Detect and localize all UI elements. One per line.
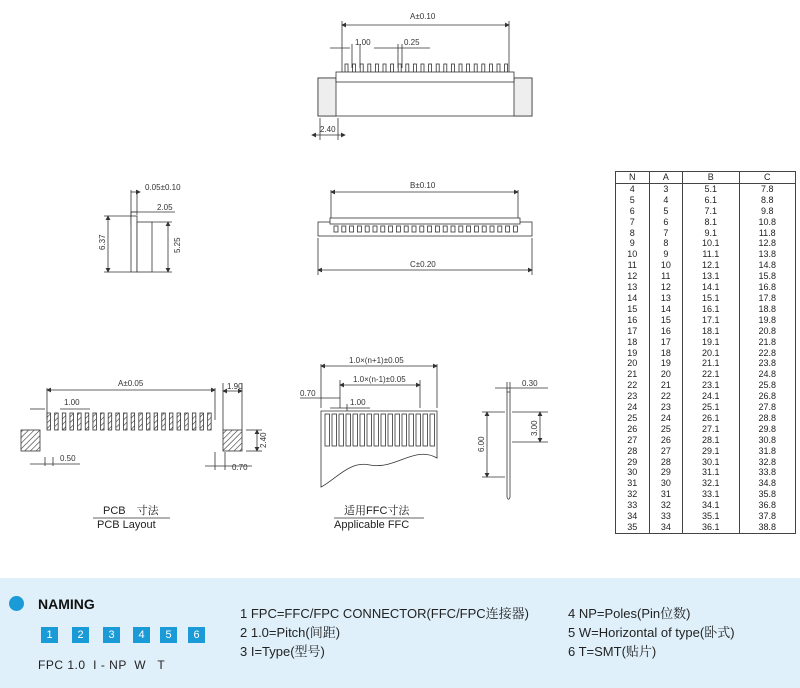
dim-top-side: 2.40 — [320, 125, 336, 134]
table-row — [616, 457, 796, 468]
dim-thick-len: 3.00 — [530, 420, 539, 436]
table-row — [616, 271, 796, 282]
front-pin — [443, 226, 447, 232]
pcb-pad — [146, 413, 150, 430]
ffc-drawing — [300, 364, 437, 518]
pcb-pad — [101, 413, 105, 430]
table-cell: 8 — [649, 238, 683, 249]
ffc-trace — [367, 414, 372, 446]
pcb-pad — [192, 413, 196, 430]
table-row — [616, 315, 796, 326]
table-cell: 27.1 — [683, 424, 739, 435]
table-cell: 34.8 — [739, 478, 795, 489]
table-cell: 36.8 — [739, 500, 795, 511]
table-cell: 30 — [616, 467, 650, 478]
table-cell: 9.1 — [683, 228, 739, 239]
legend-item-5: 5 W=Horizontal of type(卧式) — [568, 625, 735, 640]
front-pin — [513, 226, 517, 232]
front-pin — [334, 226, 338, 232]
ffc-trace — [395, 414, 400, 446]
table-cell: 14.8 — [739, 260, 795, 271]
caption-ffc-en: Applicable FFC — [334, 519, 410, 531]
table-cell: 33.8 — [739, 467, 795, 478]
table-row — [616, 391, 796, 402]
dim-front-c: C±0.20 — [410, 260, 436, 269]
table-cell: 8.8 — [739, 195, 795, 206]
table-cell: 8.1 — [683, 217, 739, 228]
ffc-trace — [423, 414, 428, 446]
table-cell: 24 — [616, 402, 650, 413]
table-row — [616, 293, 796, 304]
front-pin — [381, 226, 385, 232]
dim-side-inner: 5.25 — [173, 237, 182, 253]
table-cell: 36.1 — [683, 522, 739, 533]
legend-item-4: 4 NP=Poles(Pin位数) — [568, 606, 691, 621]
table-header-cell: C — [739, 172, 795, 184]
dim-thick-total: 6.00 — [477, 436, 486, 452]
front-pin — [365, 226, 369, 232]
table-cell: 31 — [616, 478, 650, 489]
front-pin — [474, 226, 478, 232]
table-row — [616, 511, 796, 522]
table-header-cell: A — [649, 172, 683, 184]
dim-pcb-right-b: 0.70 — [232, 463, 248, 472]
table-row — [616, 195, 796, 206]
dim-front-b: B±0.10 — [410, 181, 436, 190]
table-cell: 13 — [616, 282, 650, 293]
table-cell: 25 — [616, 413, 650, 424]
table-cell: 19 — [616, 348, 650, 359]
table-cell: 20.8 — [739, 326, 795, 337]
table-row — [616, 228, 796, 239]
table-cell: 12.1 — [683, 260, 739, 271]
front-pin — [490, 226, 494, 232]
table-row — [616, 413, 796, 424]
table-cell: 19.1 — [683, 337, 739, 348]
dim-ffc-edge: 0.70 — [300, 389, 316, 398]
legend-item-6: 6 T=SMT(贴片) — [568, 644, 657, 659]
table-row — [616, 446, 796, 457]
table-cell: 32.1 — [683, 478, 739, 489]
table-cell: 31.8 — [739, 446, 795, 457]
ffc-thickness — [482, 382, 548, 499]
table-cell: 19 — [649, 358, 683, 369]
table-cell: 17.1 — [683, 315, 739, 326]
part-code: FPC 1.0 I - NP W T — [38, 658, 166, 672]
table-cell: 15.8 — [739, 271, 795, 282]
dimension-table — [615, 171, 796, 534]
table-cell: 17 — [616, 326, 650, 337]
table-cell: 15.1 — [683, 293, 739, 304]
table-cell: 26 — [649, 435, 683, 446]
table-cell: 29 — [649, 467, 683, 478]
table-cell: 10 — [616, 249, 650, 260]
table-header-cell: N — [616, 172, 650, 184]
front-pin — [428, 226, 432, 232]
table-row — [616, 358, 796, 369]
legend-item-1: 1 FPC=FFC/FPC CONNECTOR(FFC/FPC连接器) — [240, 606, 530, 621]
dim-side-height: 6.37 — [98, 234, 107, 250]
table-cell: 24 — [649, 413, 683, 424]
table-cell: 29 — [616, 457, 650, 468]
pcb-pad — [108, 413, 112, 430]
dim-ffc-outer: 1.0×(n+1)±0.05 — [349, 356, 404, 365]
front-pin — [350, 226, 354, 232]
front-pin — [467, 226, 471, 232]
table-cell: 19.8 — [739, 315, 795, 326]
pcb-pad — [78, 413, 82, 430]
table-row — [616, 435, 796, 446]
table-cell: 29.8 — [739, 424, 795, 435]
table-cell: 18 — [616, 337, 650, 348]
table-cell: 12 — [649, 282, 683, 293]
table-cell: 17 — [649, 337, 683, 348]
pcb-pad — [124, 413, 128, 430]
ffc-trace — [339, 414, 344, 446]
table-cell: 28.8 — [739, 413, 795, 424]
table-cell: 7.1 — [683, 206, 739, 217]
dim-pcb-right-h: 2.40 — [259, 432, 268, 448]
table-cell: 16.1 — [683, 304, 739, 315]
table-cell: 12.8 — [739, 238, 795, 249]
table-cell: 20 — [649, 369, 683, 380]
table-cell: 22.1 — [683, 369, 739, 380]
table-row — [616, 260, 796, 271]
table-cell: 17.8 — [739, 293, 795, 304]
pcb-pad — [70, 413, 74, 430]
table-cell: 5.1 — [683, 183, 739, 194]
pcb-pad — [131, 413, 135, 430]
table-cell: 15 — [649, 315, 683, 326]
front-pin — [396, 226, 400, 232]
table-cell: 23 — [649, 402, 683, 413]
table-cell: 21 — [616, 369, 650, 380]
table-cell: 30 — [649, 478, 683, 489]
table-cell: 14.1 — [683, 282, 739, 293]
table-row — [616, 282, 796, 293]
table-cell: 18.8 — [739, 304, 795, 315]
table-cell: 10.8 — [739, 217, 795, 228]
pcb-pad — [93, 413, 97, 430]
table-cell: 25 — [649, 424, 683, 435]
table-row — [616, 402, 796, 413]
table-cell: 25.8 — [739, 380, 795, 391]
pcb-pad — [169, 413, 173, 430]
dim-pcb-pitch: 1.00 — [64, 398, 80, 407]
ffc-trace — [325, 414, 330, 446]
top-view — [312, 21, 532, 140]
front-pin — [506, 226, 510, 232]
table-cell: 27 — [649, 446, 683, 457]
table-cell: 20 — [616, 358, 650, 369]
dim-side-offset: 0.05±0.10 — [145, 183, 181, 192]
table-cell: 11.1 — [683, 249, 739, 260]
table-cell: 6.1 — [683, 195, 739, 206]
table-cell: 5 — [649, 206, 683, 217]
table-cell: 22 — [649, 391, 683, 402]
table-cell: 32.8 — [739, 457, 795, 468]
naming-box-1: 1 — [41, 627, 58, 643]
table-cell: 31.1 — [683, 467, 739, 478]
table-cell: 18.1 — [683, 326, 739, 337]
table-cell: 13.1 — [683, 271, 739, 282]
table-cell: 9 — [616, 238, 650, 249]
table-cell: 27 — [616, 435, 650, 446]
ffc-trace — [402, 414, 407, 446]
table-cell: 21 — [649, 380, 683, 391]
table-row — [616, 326, 796, 337]
dim-ffc-pitch: 1.00 — [350, 398, 366, 407]
table-cell: 28 — [649, 457, 683, 468]
table-cell: 11.8 — [739, 228, 795, 239]
dim-top-pitch: 1.00 — [355, 38, 371, 47]
naming-box-2: 2 — [72, 627, 89, 643]
table-cell: 14 — [616, 293, 650, 304]
pcb-pad — [116, 413, 120, 430]
table-cell: 9 — [649, 249, 683, 260]
front-pin — [435, 226, 439, 232]
table-cell: 31 — [649, 489, 683, 500]
legend-item-3: 3 I=Type(型号) — [240, 644, 325, 659]
naming-box-5: 5 — [160, 627, 177, 643]
bullet-icon — [9, 596, 24, 611]
front-pin — [412, 226, 416, 232]
table-header-cell: B — [683, 172, 739, 184]
ffc-trace — [381, 414, 386, 446]
table-cell: 8 — [616, 228, 650, 239]
table-row — [616, 467, 796, 478]
ffc-trace — [374, 414, 379, 446]
table-cell: 10 — [649, 260, 683, 271]
table-cell: 14 — [649, 304, 683, 315]
pcb-pad — [55, 413, 59, 430]
front-pin — [389, 226, 393, 232]
table-cell: 38.8 — [739, 522, 795, 533]
table-cell: 34 — [649, 522, 683, 533]
caption-ffc-cn: 适用FFC寸法 — [344, 505, 410, 517]
table-cell: 30.1 — [683, 457, 739, 468]
table-cell: 12 — [616, 271, 650, 282]
table-cell: 23 — [616, 391, 650, 402]
pcb-pad — [85, 413, 89, 430]
naming-box-4: 4 — [133, 627, 150, 643]
table-cell: 26.8 — [739, 391, 795, 402]
table-cell: 23.1 — [683, 380, 739, 391]
table-row — [616, 249, 796, 260]
table-cell: 9.8 — [739, 206, 795, 217]
table-cell: 32 — [649, 500, 683, 511]
table-cell: 11 — [616, 260, 650, 271]
table-cell: 16 — [649, 326, 683, 337]
table-cell: 37.8 — [739, 511, 795, 522]
front-pin — [459, 226, 463, 232]
table-cell: 6 — [649, 217, 683, 228]
dim-top-a: A±0.10 — [410, 12, 436, 21]
table-row — [616, 500, 796, 511]
front-pin — [482, 226, 486, 232]
table-row — [616, 304, 796, 315]
table-cell: 7.8 — [739, 183, 795, 194]
front-pin — [498, 226, 502, 232]
table-row — [616, 217, 796, 228]
table-cell: 22 — [616, 380, 650, 391]
dim-top-pin: 0.25 — [404, 38, 420, 47]
table-cell: 7 — [649, 228, 683, 239]
dim-pcb-pad: 0.50 — [60, 454, 76, 463]
ffc-trace — [388, 414, 393, 446]
pcb-pad — [162, 413, 166, 430]
dim-side-depth: 2.05 — [157, 203, 173, 212]
table-cell: 28.1 — [683, 435, 739, 446]
table-row — [616, 522, 796, 533]
ffc-trace — [332, 414, 337, 446]
table-cell: 7 — [616, 217, 650, 228]
table-cell: 26.1 — [683, 413, 739, 424]
naming-box-6: 6 — [188, 627, 205, 643]
table-cell: 10.1 — [683, 238, 739, 249]
caption-pcb-cn: PCB 寸法 — [103, 505, 159, 517]
table-row — [616, 183, 796, 194]
ffc-trace — [353, 414, 358, 446]
pcb-pad — [62, 413, 66, 430]
table-cell: 26 — [616, 424, 650, 435]
table-cell: 34.1 — [683, 500, 739, 511]
caption-pcb-en: PCB Layout — [97, 519, 156, 531]
table-cell: 5 — [616, 195, 650, 206]
dim-pcb-a: A±0.05 — [118, 379, 144, 388]
pcb-pad — [47, 413, 51, 430]
pcb-pad — [139, 413, 143, 430]
front-pin — [357, 226, 361, 232]
ffc-trace — [360, 414, 365, 446]
table-cell: 24.1 — [683, 391, 739, 402]
table-cell: 22.8 — [739, 348, 795, 359]
ffc-trace — [430, 414, 435, 446]
table-cell: 33 — [649, 511, 683, 522]
table-cell: 25.1 — [683, 402, 739, 413]
table-cell: 3 — [649, 183, 683, 194]
table-cell: 33 — [616, 500, 650, 511]
legend-left — [240, 604, 529, 661]
pcb-layout — [21, 383, 262, 518]
table-cell: 35.1 — [683, 511, 739, 522]
table-cell: 15 — [616, 304, 650, 315]
table-cell: 20.1 — [683, 348, 739, 359]
naming-title: NAMING — [38, 596, 95, 612]
table-cell: 16 — [616, 315, 650, 326]
table-row — [616, 206, 796, 217]
dim-pcb-right-w: 1.90 — [227, 382, 243, 391]
table-row — [616, 369, 796, 380]
naming-panel — [0, 578, 800, 688]
table-cell: 28 — [616, 446, 650, 457]
table-row — [616, 380, 796, 391]
front-pin — [420, 226, 424, 232]
table-cell: 18 — [649, 348, 683, 359]
table-cell: 4 — [616, 183, 650, 194]
dim-thick: 0.30 — [522, 379, 538, 388]
table-cell: 32 — [616, 489, 650, 500]
table-row — [616, 348, 796, 359]
front-pin — [451, 226, 455, 232]
table-row — [616, 424, 796, 435]
table-cell: 30.8 — [739, 435, 795, 446]
naming-box-3: 3 — [103, 627, 120, 643]
table-cell: 35.8 — [739, 489, 795, 500]
table-cell: 27.8 — [739, 402, 795, 413]
table-cell: 16.8 — [739, 282, 795, 293]
table-cell: 33.1 — [683, 489, 739, 500]
table-cell: 29.1 — [683, 446, 739, 457]
table-cell: 4 — [649, 195, 683, 206]
pcb-pad — [177, 413, 181, 430]
table-cell: 21.8 — [739, 337, 795, 348]
pcb-pad — [154, 413, 158, 430]
legend-item-2: 2 1.0=Pitch(间距) — [240, 625, 341, 640]
table-cell: 11 — [649, 271, 683, 282]
table-cell: 13.8 — [739, 249, 795, 260]
table-cell: 24.8 — [739, 369, 795, 380]
table-row — [616, 478, 796, 489]
front-pin — [342, 226, 346, 232]
ffc-trace — [416, 414, 421, 446]
pcb-pad — [185, 413, 189, 430]
legend-right — [568, 604, 735, 661]
ffc-trace — [346, 414, 351, 446]
table-cell: 6 — [616, 206, 650, 217]
table-cell: 35 — [616, 522, 650, 533]
ffc-trace — [409, 414, 414, 446]
table-cell: 21.1 — [683, 358, 739, 369]
dim-ffc-inner: 1.0×(n-1)±0.05 — [353, 375, 406, 384]
table-row — [616, 489, 796, 500]
table-row — [616, 337, 796, 348]
pcb-pad — [200, 413, 204, 430]
pcb-pad — [208, 413, 212, 430]
table-header-row — [616, 172, 796, 184]
table-cell: 34 — [616, 511, 650, 522]
front-pin — [373, 226, 377, 232]
table-cell: 23.8 — [739, 358, 795, 369]
front-pin — [404, 226, 408, 232]
table-row — [616, 238, 796, 249]
table-cell: 13 — [649, 293, 683, 304]
